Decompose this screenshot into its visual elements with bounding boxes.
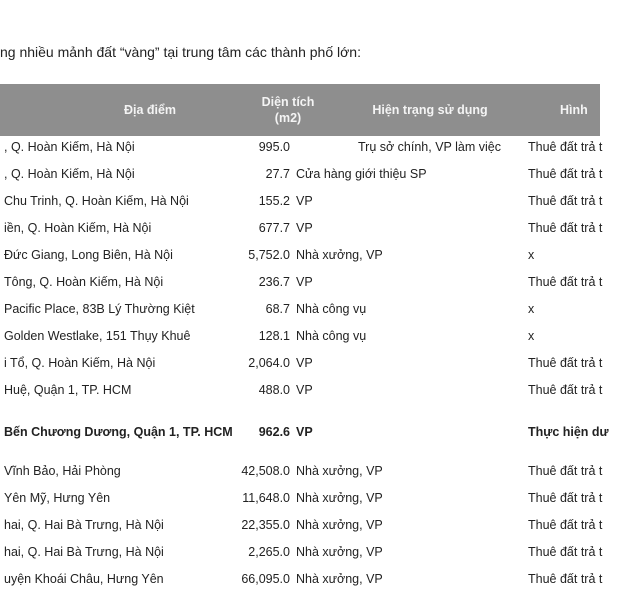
- cell-usage: Nhà công vụ: [296, 302, 367, 316]
- cell-form: Thuê đất trả t: [528, 545, 603, 559]
- cell-usage: Nhà xưởng, VP: [296, 572, 383, 586]
- header-area: [248, 94, 328, 126]
- table-row: [0, 194, 603, 214]
- cell-form: Thuê đất trả t: [528, 167, 603, 181]
- cell-area: 5,752.0: [248, 248, 290, 262]
- cell-usage: Cửa hàng giới thiệu SP: [296, 167, 427, 181]
- cell-form: Thuê đất trả t: [528, 518, 603, 532]
- cell-location: Pacific Place, 83B Lý Thường Kiệt: [4, 302, 195, 316]
- cell-location: Bến Chương Dương, Quận 1, TP. HCM: [4, 425, 233, 439]
- table-row: [0, 356, 603, 376]
- cell-location: , Q. Hoàn Kiếm, Hà Nội: [4, 140, 135, 154]
- header-usage: Hiện trạng sử dụng: [372, 103, 488, 117]
- cell-usage: VP: [296, 383, 313, 397]
- cell-location: Chu Trinh, Q. Hoàn Kiếm, Hà Nội: [4, 194, 189, 208]
- cell-form: x: [528, 329, 535, 343]
- table-row: [0, 302, 600, 322]
- cell-area: 236.7: [258, 275, 290, 289]
- cell-location: iền, Q. Hoàn Kiếm, Hà Nội: [4, 221, 152, 235]
- table-row: [0, 140, 603, 160]
- cell-location: Golden Westlake, 151 Thụy Khuê: [4, 329, 191, 343]
- table-row: [0, 464, 603, 484]
- cell-area: 22,355.0: [241, 518, 290, 532]
- cell-usage: VP: [296, 275, 313, 289]
- cell-usage: Nhà xưởng, VP: [296, 248, 383, 262]
- header-area-line2: (m2): [274, 111, 302, 125]
- cell-area: 128.1: [258, 329, 290, 343]
- cell-usage: Nhà xưởng, VP: [296, 545, 383, 559]
- cell-form: Thuê đất trả t: [528, 491, 603, 505]
- cell-usage: VP: [296, 221, 313, 235]
- cell-usage: VP: [296, 425, 313, 439]
- table-row: [0, 545, 603, 565]
- cell-form: Thuê đất trả t: [528, 356, 603, 370]
- cell-area: 27.7: [265, 167, 290, 181]
- cell-form: Thuê đất trả t: [528, 140, 603, 154]
- cell-location: Vĩnh Bảo, Hải Phòng: [4, 464, 121, 478]
- cell-form: Thuê đất trả t: [528, 275, 603, 289]
- cell-location: hai, Q. Hai Bà Trưng, Hà Nội: [4, 518, 164, 532]
- cell-form: Thuê đất trả t: [528, 572, 603, 586]
- table-row: [0, 167, 603, 187]
- cell-form: Thuê đất trả t: [528, 383, 603, 397]
- cell-usage: Nhà công vụ: [296, 329, 367, 343]
- cell-area: 677.7: [258, 221, 290, 235]
- intro-text: ng nhiều mảnh đất “vàng” tại trung tâm các thành phố lớn:: [0, 44, 361, 60]
- cell-location: Huệ, Quận 1, TP. HCM: [4, 383, 132, 397]
- cell-location: i Tổ, Q. Hoàn Kiếm, Hà Nội: [4, 356, 156, 370]
- header-location: Địa điểm: [123, 103, 177, 117]
- cell-form: Thuê đất trả t: [528, 194, 603, 208]
- cell-area: 995.0: [258, 140, 290, 154]
- cell-usage: Nhà xưởng, VP: [296, 464, 383, 478]
- cell-form: Thuê đất trả t: [528, 221, 603, 235]
- cell-form: Thực hiện dư: [528, 425, 609, 439]
- cell-form: x: [528, 302, 535, 316]
- table-row: [0, 248, 600, 268]
- cell-area: 66,095.0: [241, 572, 290, 586]
- cell-area: 155.2: [258, 194, 290, 208]
- table-row: [0, 329, 600, 349]
- table-row: [0, 572, 603, 592]
- table-header: [0, 84, 600, 136]
- cell-area: 42,508.0: [241, 464, 290, 478]
- cell-area: 488.0: [258, 383, 290, 397]
- cell-area: 68.7: [265, 302, 290, 316]
- cell-location: uyện Khoái Châu, Hưng Yên: [4, 572, 164, 586]
- table-row: [0, 491, 603, 511]
- cell-usage: Nhà xưởng, VP: [296, 491, 383, 505]
- table-row: [0, 425, 609, 445]
- cell-usage: Nhà xưởng, VP: [296, 518, 383, 532]
- table-row: [0, 275, 603, 295]
- cell-usage: Trụ sở chính, VP làm việc: [358, 140, 501, 154]
- cell-area: 2,064.0: [248, 356, 290, 370]
- cell-location: hai, Q. Hai Bà Trưng, Hà Nội: [4, 545, 164, 559]
- cell-area: 2,265.0: [248, 545, 290, 559]
- cell-usage: VP: [296, 194, 313, 208]
- cell-usage: VP: [296, 356, 313, 370]
- cell-area: 11,648.0: [242, 491, 290, 505]
- header-form: Hình: [560, 103, 588, 117]
- cell-form: x: [528, 248, 535, 262]
- cell-location: Đức Giang, Long Biên, Hà Nội: [4, 248, 173, 262]
- cell-location: Yên Mỹ, Hưng Yên: [4, 491, 111, 505]
- cell-area: 962.6: [258, 425, 290, 439]
- header-area-line1: Diện tích: [261, 95, 315, 109]
- cell-location: , Q. Hoàn Kiếm, Hà Nội: [4, 167, 135, 181]
- table-row: [0, 518, 603, 538]
- cell-form: Thuê đất trả t: [528, 464, 603, 478]
- table-row: [0, 383, 603, 403]
- table-row: [0, 221, 603, 241]
- cell-location: Tông, Q. Hoàn Kiếm, Hà Nội: [4, 275, 164, 289]
